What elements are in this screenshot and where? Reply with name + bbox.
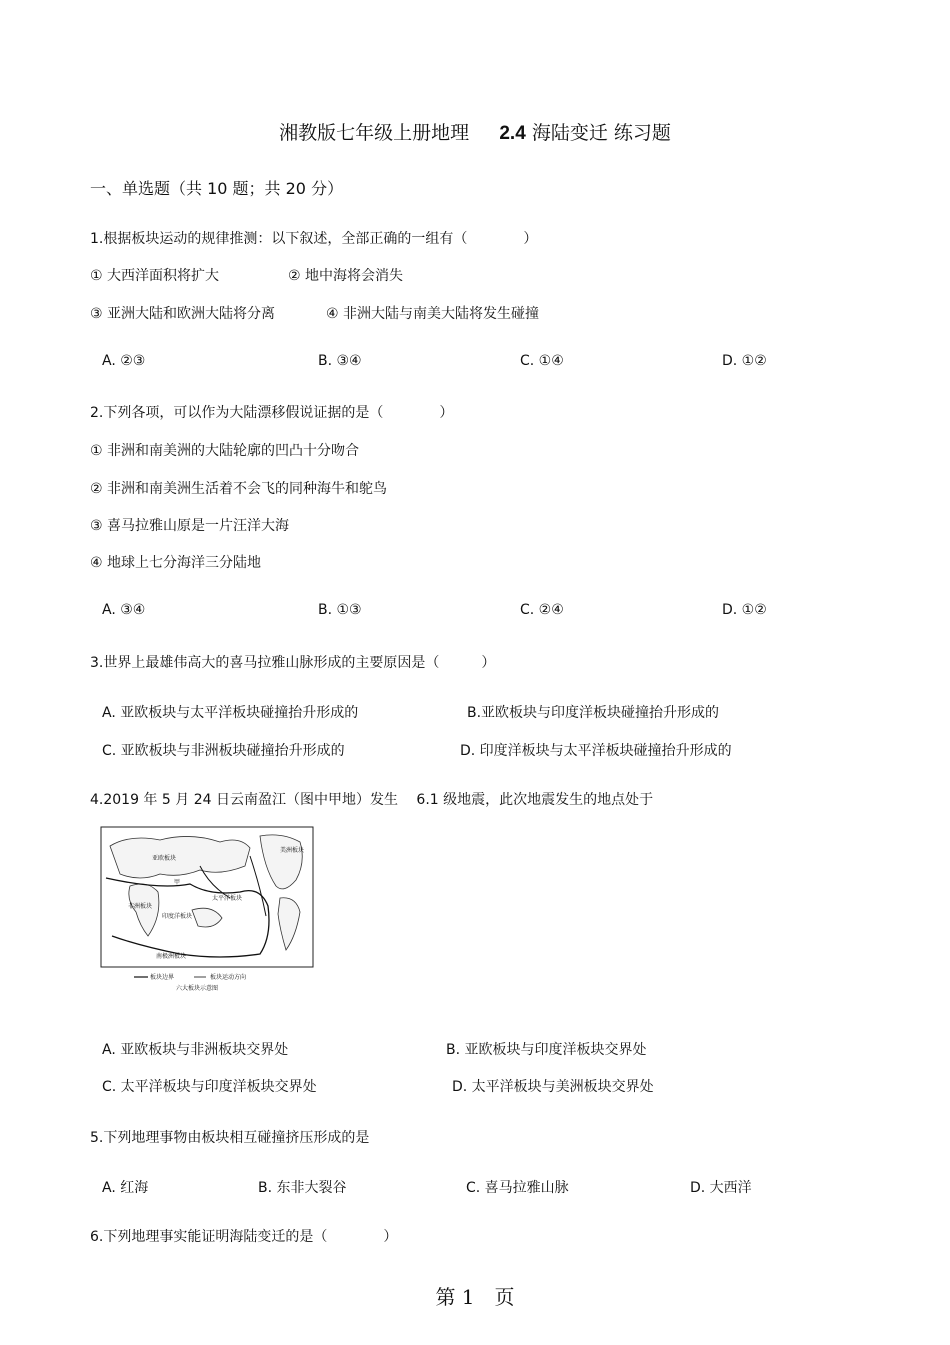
map-caption: 六大板块示意图: [176, 985, 219, 992]
map-label-america: 美洲板块: [280, 847, 305, 854]
q5-option-a[interactable]: A. 红海: [102, 1180, 149, 1196]
map-label-indian-ocean: 印度洋板块: [162, 913, 193, 920]
plate-map-figure: [100, 826, 314, 994]
q2-statement-1: ① 非洲和南美洲的大陆轮廓的凹凸十分吻合: [90, 443, 359, 459]
q4-option-d[interactable]: D. 太平洋板块与美洲板块交界处: [452, 1079, 654, 1095]
tectonic-plate-map: [100, 826, 314, 994]
q5-option-c[interactable]: C. 喜马拉雅山脉: [466, 1180, 569, 1196]
q2-option-a[interactable]: A. ③④: [102, 602, 146, 618]
section-heading: 一、单选题（共 10 题；共 20 分）: [90, 179, 344, 198]
q1-option-d[interactable]: D. ①②: [722, 353, 767, 369]
q4-option-a[interactable]: A. 亚欧板块与非洲板块交界处: [102, 1042, 289, 1058]
q3-option-d[interactable]: D. 印度洋板块与太平洋板块碰撞抬升形成的: [460, 743, 732, 759]
map-label-antarctic: 南极洲板块: [156, 953, 187, 960]
q3-option-a[interactable]: A. 亚欧板块与太平洋板块碰撞抬升形成的: [102, 705, 359, 721]
title-rest: 海陆变迁 练习题: [531, 122, 671, 144]
q4-option-c[interactable]: C. 太平洋板块与印度洋板块交界处: [102, 1079, 317, 1095]
q2-statement-3: ③ 喜马拉雅山原是一片汪洋大海: [90, 518, 290, 534]
q2-option-d[interactable]: D. ①②: [722, 602, 767, 618]
question-2-stem: 2.下列各项，可以作为大陆漂移假说证据的是（ ）: [90, 405, 454, 421]
q2-option-b[interactable]: B. ①③: [318, 602, 362, 618]
q1-statement-4: ④ 非洲大陆与南美大陆将发生碰撞: [326, 306, 540, 322]
q1-statement-3: ③ 亚洲大陆和欧洲大陆将分离: [90, 306, 276, 322]
q5-option-d[interactable]: D. 大西洋: [690, 1180, 752, 1196]
question-6-stem: 6.下列地理事实能证明海陆变迁的是（ ）: [90, 1229, 398, 1245]
legend-boundary: 板块边界: [150, 974, 175, 981]
question-1-stem: 1.根据板块运动的规律推测：以下叙述，全部正确的一组有（ ）: [90, 231, 538, 247]
page-title: [0, 118, 950, 145]
q2-option-c[interactable]: C. ②④: [520, 602, 564, 618]
map-label-eurasia: 亚欧板块: [152, 855, 177, 862]
question-5-stem: 5.下列地理事物由板块相互碰撞挤压形成的是: [90, 1130, 370, 1146]
map-label-africa: 非洲板块: [128, 903, 153, 910]
q1-option-a[interactable]: A. ②③: [102, 353, 146, 369]
question-4-stem: 4.2019 年 5 月 24 日云南盈江（图中甲地）发生 6.1 级地震，此次地震发生的地点处于: [90, 792, 654, 808]
title-number: 2.4: [499, 123, 526, 144]
q4-option-b[interactable]: B. 亚欧板块与印度洋板块交界处: [446, 1042, 647, 1058]
question-3-stem: 3.世界上最雄伟高大的喜马拉雅山脉形成的主要原因是（ ）: [90, 655, 496, 671]
q2-statement-4: ④ 地球上七分海洋三分陆地: [90, 555, 262, 571]
q3-option-c[interactable]: C. 亚欧板块与非洲板块碰撞抬升形成的: [102, 743, 345, 759]
q2-statement-2: ② 非洲和南美洲生活着不会飞的同种海牛和鸵鸟: [90, 481, 387, 497]
q1-statement-2: ② 地中海将会消失: [288, 268, 404, 284]
q1-statement-1: ① 大西洋面积将扩大: [90, 268, 220, 284]
map-label-jia: 甲: [174, 879, 181, 886]
q3-option-b[interactable]: B.亚欧板块与印度洋板块碰撞抬升形成的: [467, 705, 720, 721]
title-main: 湘教版七年级上册地理: [279, 122, 470, 144]
q1-option-b[interactable]: B. ③④: [318, 353, 362, 369]
legend-direction: 板块运动方向: [210, 974, 247, 981]
q5-option-b[interactable]: B. 东非大裂谷: [258, 1180, 347, 1196]
q1-option-c[interactable]: C. ①④: [520, 353, 564, 369]
map-label-pacific: 太平洋板块: [212, 895, 243, 902]
page-number: 第 1 页: [435, 1285, 515, 1309]
